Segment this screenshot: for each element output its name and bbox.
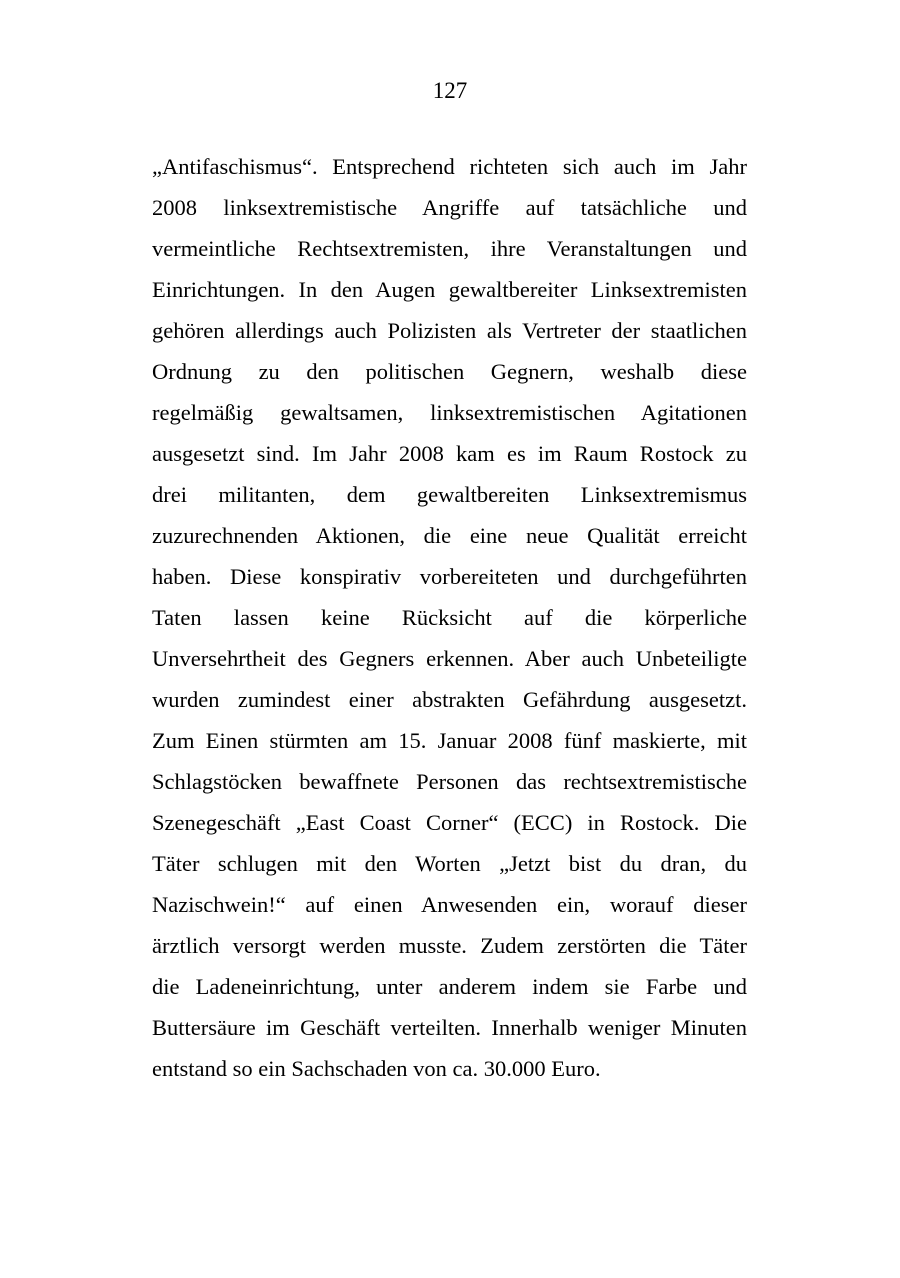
text-line: Einrichtungen. In den Augen gewaltbereiter Linksextremisten: [152, 277, 747, 302]
text-line: ausgesetzt sind. Im Jahr 2008 kam es im Raum Rostock zu: [152, 441, 747, 466]
text-line: Täter schlugen mit den Worten „Jetzt bist du dran, du: [152, 851, 747, 876]
text-line: Zum Einen stürmten am 15. Januar 2008 fünf maskierte, mit: [152, 728, 747, 753]
text-line: wurden zumindest einer abstrakten Gefährdung ausgesetzt.: [152, 687, 747, 712]
body-paragraph: [152, 146, 747, 1089]
text-line: gehören allerdings auch Polizisten als Vertreter der staatlichen: [152, 318, 747, 343]
text-line: Taten lassen keine Rücksicht auf die körperliche: [152, 605, 747, 630]
text-line: Unversehrtheit des Gegners erkennen. Aber auch Unbeteiligte: [152, 646, 747, 671]
text-line: die Ladeneinrichtung, unter anderem indem sie Farbe und: [152, 974, 747, 999]
text-line: Buttersäure im Geschäft verteilten. Innerhalb weniger Minuten: [152, 1015, 747, 1040]
text-line: Ordnung zu den politischen Gegnern, weshalb diese: [152, 359, 747, 384]
text-line: „Antifaschismus“. Entsprechend richteten sich auch im Jahr: [152, 154, 747, 179]
text-line: drei militanten, dem gewaltbereiten Linksextremismus: [152, 482, 747, 507]
text-line: Szenegeschäft „East Coast Corner“ (ECC) in Rostock. Die: [152, 810, 747, 835]
text-line: zuzurechnenden Aktionen, die eine neue Qualität erreicht: [152, 523, 747, 548]
text-line: vermeintliche Rechtsextremisten, ihre Veranstaltungen und: [152, 236, 747, 261]
text-line: regelmäßig gewaltsamen, linksextremistischen Agitationen: [152, 400, 747, 425]
text-line: haben. Diese konspirativ vorbereiteten und durchgeführten: [152, 564, 747, 589]
text-line: Schlagstöcken bewaffnete Personen das rechtsextremistische: [152, 769, 747, 794]
text-line: ärztlich versorgt werden musste. Zudem zerstörten die Täter: [152, 933, 747, 958]
text-line: entstand so ein Sachschaden von ca. 30.000 Euro.: [152, 1056, 601, 1081]
text-line: 2008 linksextremistische Angriffe auf tatsächliche und: [152, 195, 747, 220]
page-number: 127: [432, 78, 468, 103]
text-line: Nazischwein!“ auf einen Anwesenden ein, worauf dieser: [152, 892, 747, 917]
